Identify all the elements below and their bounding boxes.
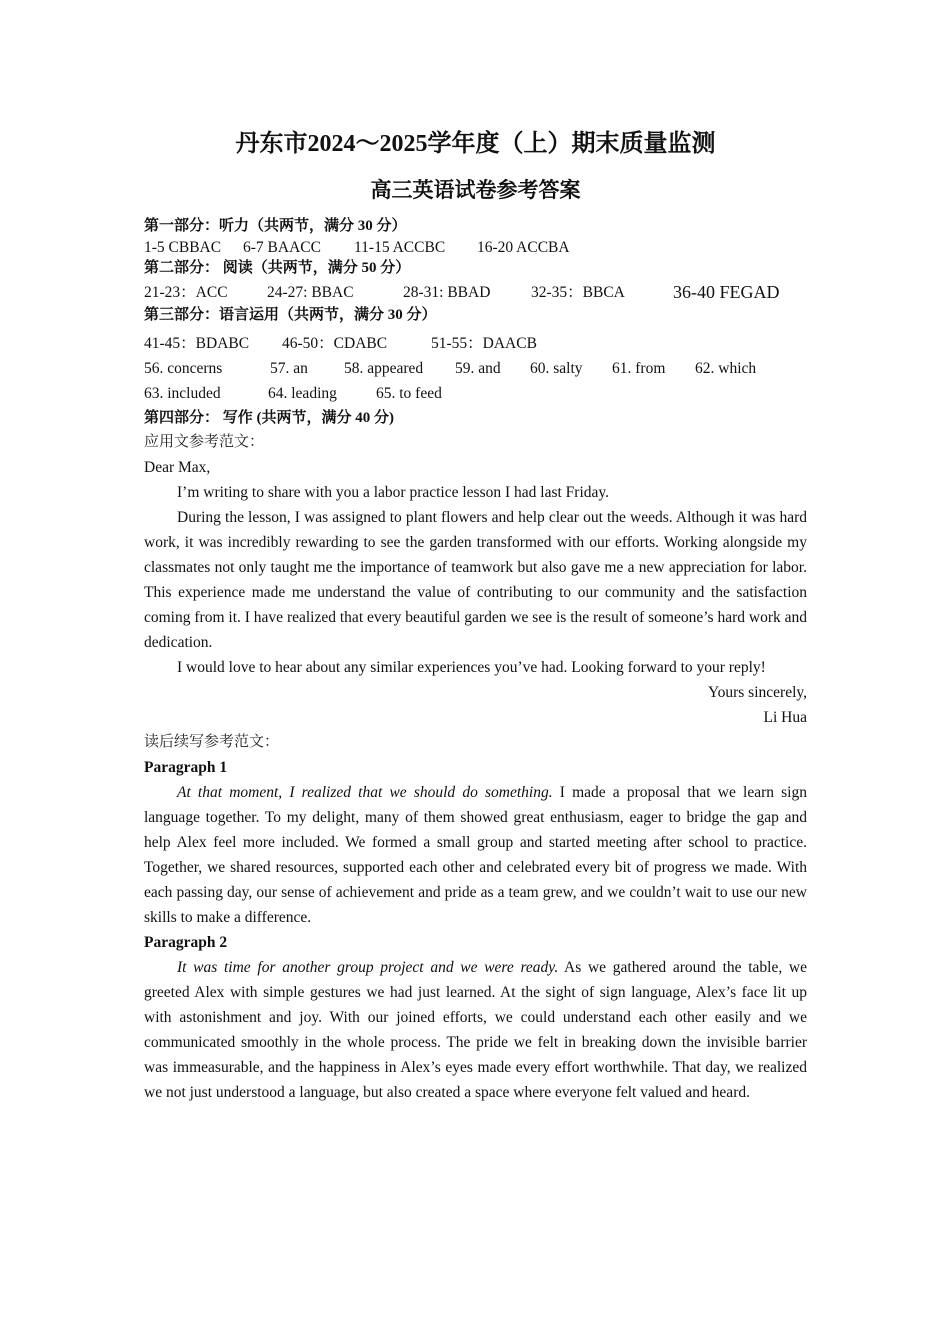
- paragraph2-body: As we gathered around the table, we greeted Alex with simple gestures we had just learned. At the sight of sign language, Alex’s face lit up with astonishment and joy. With our joined efforts, we could understand each other easily and we communicated smoothly in the whole process. The pride we felt in breaking down the invisible barrier was immeasurable, and the happiness in Alex’s eyes made every effort worthwhile. That day, we realized we not just understood a language, but also created a space where everyone felt valued and heard.: [144, 959, 807, 1101]
- paragraph2-lead: It was time for another group project and we were ready.: [177, 959, 559, 976]
- part1-answers: [144, 237, 807, 258]
- answer-item: 61. from: [612, 360, 666, 377]
- answer-item: 36-40 FEGAD: [673, 282, 780, 302]
- document-subtitle: 高三英语试卷参考答案: [370, 178, 581, 202]
- answer-item: 51-55：DAACB: [431, 335, 537, 352]
- answer-item: 16-20 ACCBA: [477, 239, 570, 256]
- answer-item: 64. leading: [268, 385, 337, 402]
- part3-heading: 第三部分：语言运用（共两节，满分 30 分）: [144, 307, 437, 323]
- part2-heading: 第二部分： 阅读（共两节，满分 50 分）: [144, 260, 411, 276]
- letter-salutation: Dear Max,: [144, 459, 211, 476]
- letter-label: 应用文参考范文：: [144, 434, 265, 450]
- part2-answers: [144, 280, 807, 305]
- answer-item: 60. salty: [530, 360, 583, 377]
- answer-item: 63. included: [144, 385, 221, 402]
- answer-item: 59. and: [455, 360, 501, 377]
- answer-item: 41-45：BDABC: [144, 335, 250, 352]
- continuation-label: 读后续写参考范文：: [144, 734, 280, 750]
- paragraph1-heading: Paragraph 1: [144, 759, 228, 776]
- answer-item: 24-27: BBAC: [267, 284, 354, 301]
- answer-item: 32-35：BBCA: [531, 284, 625, 301]
- part4-heading: 第四部分： 写作 (共两节，满分 40 分): [144, 410, 394, 426]
- answer-item: 65. to feed: [376, 385, 442, 402]
- answer-document: [144, 118, 807, 1105]
- answer-item: 62. which: [695, 360, 757, 377]
- part3-answers-row2: [144, 356, 807, 381]
- answer-item: 28-31: BBAD: [403, 284, 491, 301]
- letter-closing: Yours sincerely,: [707, 684, 807, 701]
- answer-item: 6-7 BAACC: [243, 239, 321, 256]
- part3-answers-row3: [144, 381, 807, 406]
- answer-item: 56. concerns: [144, 360, 223, 377]
- answer-item: 57. an: [270, 360, 308, 377]
- part1-heading: 第一部分：听力（共两节，满分 30 分）: [144, 218, 407, 234]
- paragraph2-heading: Paragraph 2: [144, 934, 228, 951]
- answer-item: 21-23：ACC: [144, 284, 228, 301]
- letter-paragraph: I would love to hear about any similar experiences you’ve had. Looking forward to your reply!: [177, 659, 766, 676]
- part3-answers-row1: [144, 331, 807, 356]
- letter-paragraph: I’m writing to share with you a labor practice lesson I had last Friday.: [177, 484, 610, 501]
- letter-signature: Li Hua: [763, 709, 807, 726]
- paragraph1-lead: At that moment, I realized that we should do something.: [177, 784, 553, 801]
- paragraph1-body: I made a proposal that we learn sign language together. To my delight, many of them showed great enthusiasm, eager to bridge the gap and help Alex feel more included. We formed a small group and started meeting after school to practice. Together, we shared resources, supported each other and celebrated every bit of progress we made. With each passing day, our sense of achievement and pride as a team grew, and we couldn’t wait to use our new skills to make a difference.: [144, 784, 807, 926]
- paragraph1-text: [144, 780, 807, 930]
- answer-item: 1-5 CBBAC: [144, 239, 222, 256]
- paragraph2-text: [144, 955, 807, 1105]
- answer-item: 58. appeared: [344, 360, 424, 377]
- document-title: 丹东市2024～2025学年度（上）期末质量监测: [235, 131, 716, 157]
- answer-item: 46-50：CDABC: [282, 335, 388, 352]
- answer-item: 11-15 ACCBC: [354, 239, 446, 256]
- letter-paragraph: During the lesson, I was assigned to plant flowers and help clear out the weeds. Although it was hard work, it was incredibly rewarding to see the garden transformed with our efforts. Working alongside my classmates not only taught me the importance of teamwork but also gave me a new appreciation for labor. This experience made me understand the value of contributing to our community and the satisfaction coming from it. I have realized that every beautiful garden we see is the result of someone’s hard work and dedication.: [144, 509, 807, 651]
